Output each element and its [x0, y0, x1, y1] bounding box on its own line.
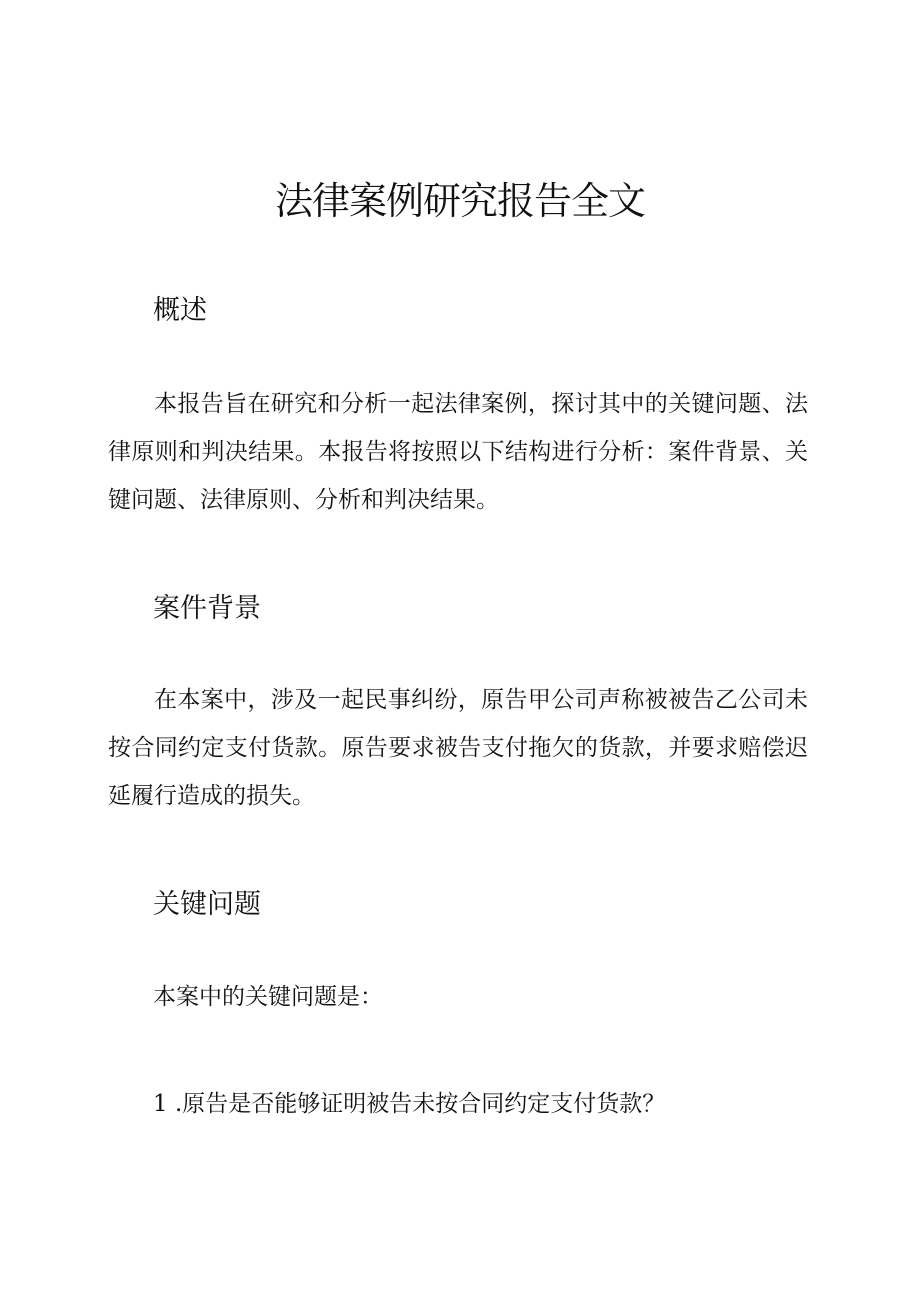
- overview-paragraph: 本报告旨在研究和分析一起法律案例，探讨其中的关键问题、法律原则和判决结果。本报告将按照以下结构进行分析：案件背景、关键问题、法律原则、分析和判决结果。: [108, 391, 808, 513]
- key-issues-intro: 本案中的关键问题是：: [153, 984, 383, 1010]
- section-heading-key-issues: 关键问题: [153, 889, 261, 920]
- section-heading-case-background: 案件背景: [153, 593, 261, 624]
- document-title: 法律案例研究报告全文: [274, 179, 645, 223]
- case-background-paragraph: 在本案中，涉及一起民事纠纷，原告甲公司声称被被告乙公司未按合同约定支付货款。原告要求被告支付拖欠的货款，并要求赔偿迟延履行造成的损失。: [108, 687, 808, 809]
- key-issue-item: 1 .原告是否能够证明被告未按合同约定支付货款？: [153, 1091, 666, 1117]
- section-heading-overview: 概述: [153, 295, 207, 326]
